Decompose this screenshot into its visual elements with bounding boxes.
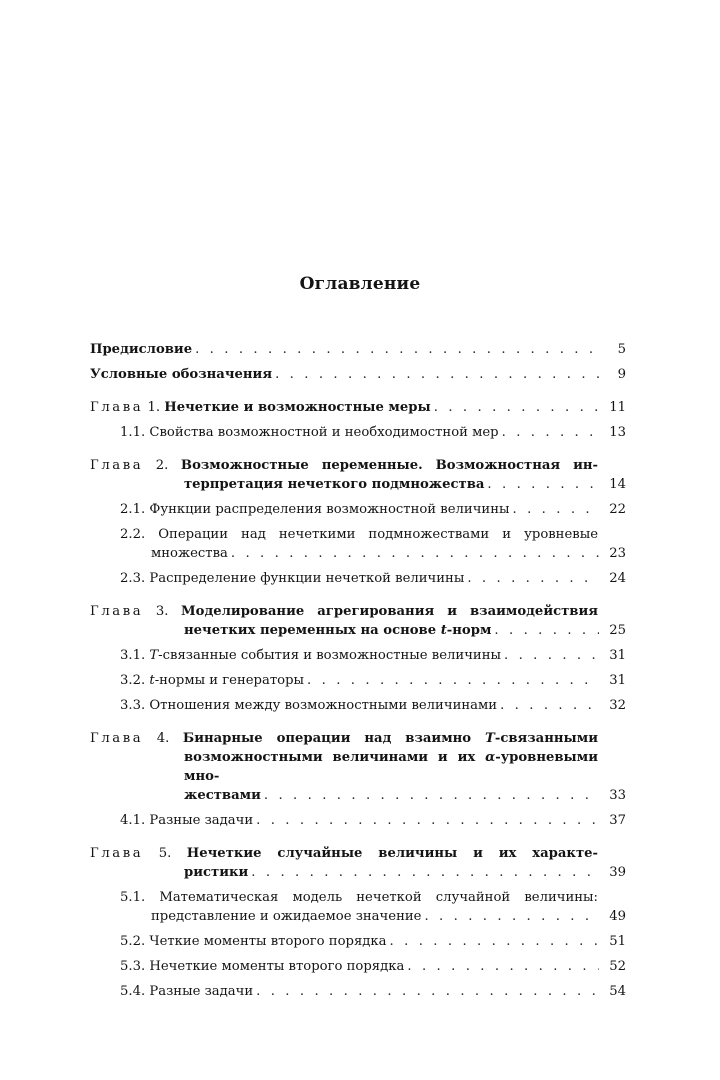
title-text: -уровневыми мно-	[184, 750, 598, 784]
chapter-number: 2.	[155, 458, 169, 473]
section-number: 3.1.	[120, 648, 146, 663]
chapter-title-line2	[184, 621, 491, 640]
dot-leader	[231, 544, 599, 563]
chapter-title-line1: Моделирование агрегирования и взаимодействия	[181, 604, 598, 619]
page-number: 14	[609, 477, 626, 492]
page-number: 11	[609, 400, 626, 415]
toc-section-5-2[interactable]	[90, 932, 626, 951]
title-text: -связанными	[494, 731, 598, 746]
chapter-number: 4.	[156, 731, 170, 746]
chapter-title-line1	[183, 731, 598, 746]
toc-section-2-3[interactable]	[90, 569, 626, 588]
dot-leader	[487, 475, 599, 494]
section-title: Распределение функции нечеткой величины	[149, 571, 465, 586]
section-number: 4.1.	[120, 813, 146, 828]
section-title-line1: Операции над нечеткими подмножествами и уровневые	[158, 527, 598, 542]
section-title: Функции распределения возможностной величины	[149, 502, 510, 517]
toc-chapter-4[interactable]	[90, 729, 626, 805]
page-number: 24	[609, 571, 626, 586]
title-text: -норм	[446, 623, 492, 638]
section-title: Отношения между возможностными величинами	[149, 698, 498, 713]
dot-leader	[256, 982, 599, 1001]
toc-chapter-5[interactable]	[90, 844, 626, 882]
section-number: 2.1.	[120, 502, 146, 517]
toc-section-2-2[interactable]	[90, 525, 626, 563]
section-title-line2: множества	[151, 546, 228, 561]
toc-section-3-1[interactable]	[90, 646, 626, 665]
chapter-word: Глава	[90, 846, 144, 861]
section-number: 2.3.	[120, 571, 146, 586]
dot-leader	[251, 863, 599, 882]
section-title: -нормы и генераторы	[154, 673, 305, 688]
page-number: 23	[609, 546, 626, 561]
section-number: 5.4.	[120, 984, 146, 999]
page-number: 31	[609, 673, 626, 688]
page-number: 31	[609, 648, 626, 663]
page-number: 39	[609, 865, 626, 880]
section-number: 2.2.	[120, 527, 146, 542]
entry-label: Предисловие	[90, 342, 193, 357]
title-text: Бинарные операции над взаимно	[182, 731, 486, 746]
page-number: 32	[609, 698, 626, 713]
page-number: 5	[617, 342, 626, 357]
toc-section-3-3[interactable]	[90, 696, 626, 715]
section-number: 5.2.	[120, 934, 146, 949]
entry-label: Условные обозначения	[90, 367, 273, 382]
math-symbol: T	[485, 731, 495, 746]
section-title: Нечеткие моменты второго порядка	[149, 959, 405, 974]
page-number: 52	[609, 959, 626, 974]
dot-leader	[275, 365, 599, 384]
toc-chapter-1[interactable]	[90, 398, 626, 417]
section-title: Четкие моменты второго порядка	[149, 934, 387, 949]
math-symbol: T	[149, 648, 159, 663]
title-text: нечетких переменных на основе	[184, 623, 441, 638]
chapter-title-line2: терпретация нечеткого подмножества	[184, 477, 485, 492]
dot-leader	[390, 932, 599, 951]
page-number: 9	[617, 367, 626, 382]
section-title: Разные задачи	[149, 984, 254, 999]
dot-leader	[195, 340, 599, 359]
chapter-word: Глава	[90, 604, 144, 619]
chapter-title-line1: Нечеткие случайные величины и их характе-	[186, 846, 598, 861]
toc-chapter-3[interactable]	[90, 602, 626, 640]
toc-section-5-1[interactable]	[90, 888, 626, 926]
dot-leader	[494, 621, 599, 640]
page-number: 51	[609, 934, 626, 949]
page-title: Оглавление	[299, 274, 421, 294]
page-number: 49	[609, 909, 626, 924]
dot-leader	[467, 569, 599, 588]
section-number: 1.1.	[120, 425, 146, 440]
math-symbol: t	[149, 673, 155, 688]
toc-section-4-1[interactable]	[90, 811, 626, 830]
dot-leader	[264, 786, 599, 805]
dot-leader	[307, 671, 599, 690]
page-number: 25	[609, 623, 626, 638]
page-number: 33	[609, 788, 626, 803]
dot-leader	[424, 907, 599, 926]
toc-section-3-2[interactable]	[90, 671, 626, 690]
page-number: 54	[609, 984, 626, 999]
chapter-title-line2: ристики	[184, 865, 249, 880]
math-symbol: α	[485, 750, 496, 765]
toc-entry-preface[interactable]	[90, 340, 626, 359]
chapter-title-line1: Возможностные переменные. Возможностная ин-	[180, 458, 598, 473]
chapter-number: 3.	[155, 604, 169, 619]
chapter-number: 5.	[158, 846, 172, 861]
toc-section-5-3[interactable]	[90, 957, 626, 976]
chapter-word: Глава	[90, 458, 144, 473]
page-number: 13	[609, 425, 626, 440]
dot-leader	[504, 646, 599, 665]
section-title: -связанные события и возможностные величины	[158, 648, 501, 663]
dot-leader	[500, 696, 599, 715]
math-symbol: t	[440, 623, 447, 638]
chapter-number: 1.	[147, 400, 161, 415]
toc-section-5-4[interactable]	[90, 982, 626, 1001]
chapter-title-line2	[184, 748, 626, 786]
section-title-line1: Математическая модель нечеткой случайной величины:	[159, 890, 598, 905]
dot-leader	[502, 423, 599, 442]
page-number: 37	[609, 813, 626, 828]
toc-section-1-1[interactable]	[90, 423, 626, 442]
section-number: 3.3.	[120, 698, 146, 713]
chapter-title-line3: жествами	[184, 788, 261, 803]
section-title-line2: представление и ожидаемое значение	[151, 909, 422, 924]
section-number: 5.3.	[120, 959, 146, 974]
page-number: 22	[609, 502, 626, 517]
section-number: 3.2.	[120, 673, 146, 688]
section-title: Свойства возможностной и необходимостной мер	[149, 425, 499, 440]
toc-entry-notation[interactable]	[90, 365, 626, 384]
chapter-title: Нечеткие и возможностные меры	[164, 400, 431, 415]
toc-section-2-1[interactable]	[90, 500, 626, 519]
section-title: Разные задачи	[149, 813, 254, 828]
toc-chapter-2[interactable]	[90, 456, 626, 494]
title-text: возможностными величинами и их	[184, 750, 486, 765]
chapter-word: Глава	[90, 731, 144, 746]
dot-leader	[407, 957, 599, 976]
chapter-word: Глава	[90, 400, 144, 415]
dot-leader	[256, 811, 599, 830]
dot-leader	[512, 500, 599, 519]
dot-leader	[434, 398, 599, 417]
section-number: 5.1.	[120, 890, 146, 905]
table-of-contents	[90, 340, 626, 1001]
